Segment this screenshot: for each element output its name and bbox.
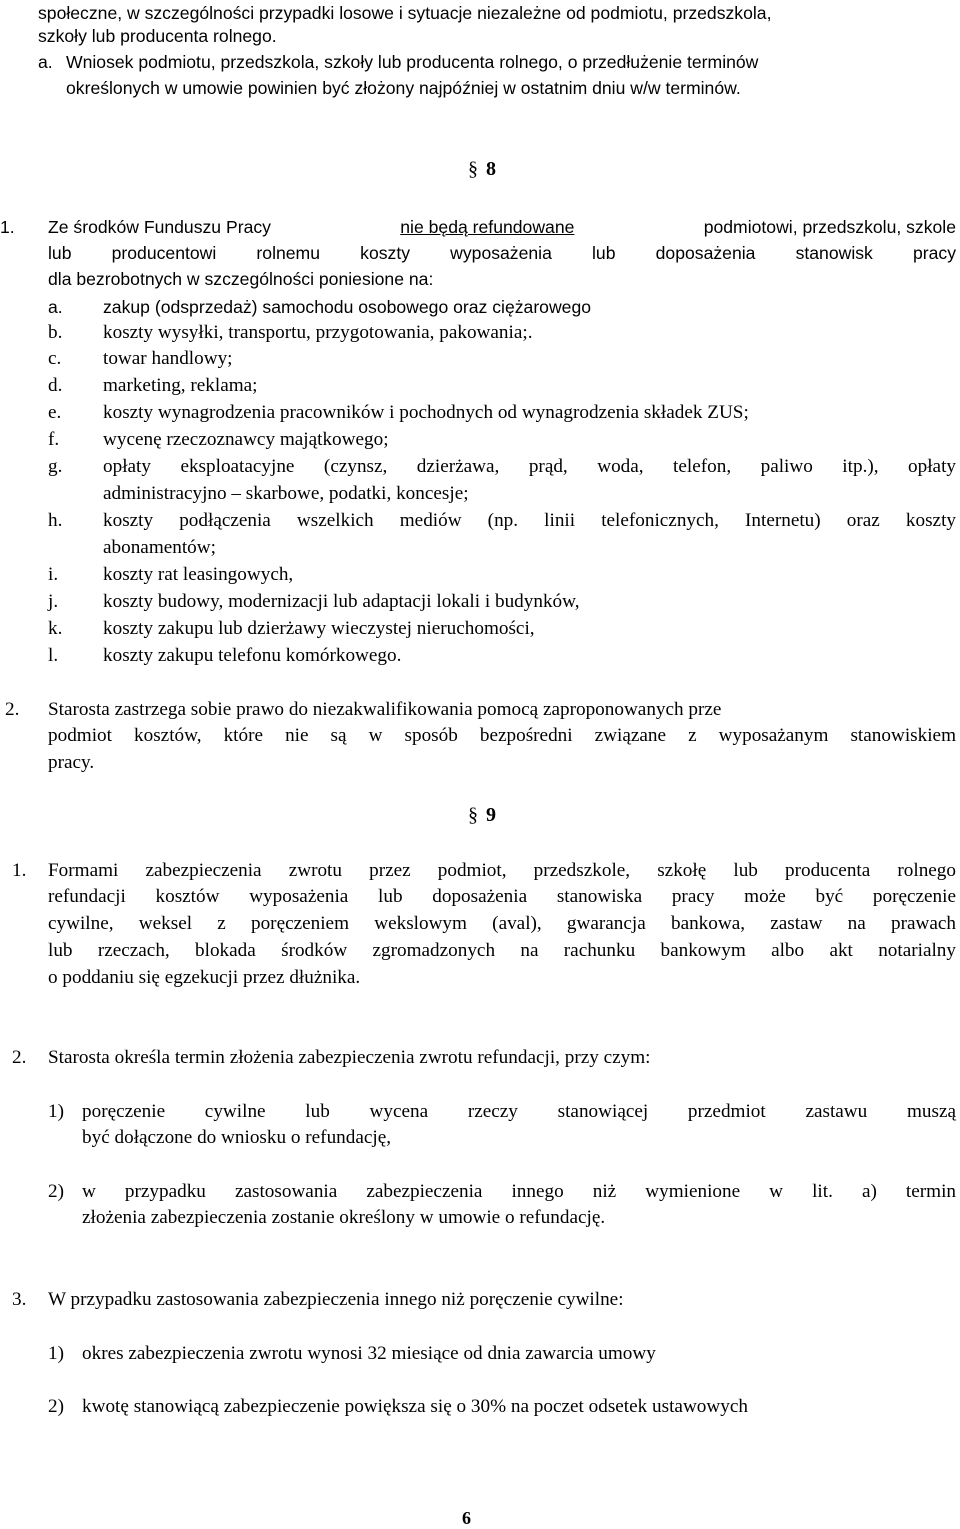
text-line: Starosta określa termin złożenia zabezpieczenia zwrotu refundacji, przy czym:: [48, 1047, 651, 1068]
list-item: koszty wysyłki, transportu, przygotowania, pakowania;.: [103, 322, 533, 343]
list-label: k.: [48, 618, 63, 639]
list-label: h.: [48, 510, 63, 531]
section-heading-8: [468, 158, 496, 181]
text-line: społeczne, w szczególności przypadki losowe i sytuacje niezależne od podmiotu, przedszkola,: [38, 3, 772, 23]
list-item: towar handlowy;: [103, 348, 233, 369]
section-number: 9: [486, 804, 496, 826]
list-item: wycenę rzeczoznawcy majątkowego;: [103, 429, 389, 450]
list-label: g.: [48, 456, 63, 477]
list-item: koszty zakupu lub dzierżawy wieczystej nieruchomości,: [103, 618, 535, 639]
underlined-phrase: nie będą refundowane: [400, 217, 575, 237]
list-label: 2): [48, 1396, 64, 1417]
list-label: 1): [48, 1343, 64, 1364]
section-heading-9: [468, 804, 496, 827]
list-label: c.: [48, 348, 62, 369]
list-label: j.: [48, 591, 59, 612]
paragraph-number: 3.: [12, 1289, 27, 1310]
paragraph-number: 2.: [12, 1047, 27, 1068]
list-label: a.: [38, 52, 53, 72]
list-label: e.: [48, 402, 62, 423]
list-item-continuation: administracyjno – skarbowe, podatki, koncesje;: [103, 483, 469, 504]
paragraph-number: 2.: [5, 699, 20, 720]
list-item: okres zabezpieczenia zwrotu wynosi 32 miesiące od dnia zawarcia umowy: [82, 1343, 656, 1364]
text-line: określonych w umowie powinien być złożony najpóźniej w ostatnim dniu w/w terminów.: [66, 78, 741, 98]
text-line: Wniosek podmiotu, przedszkola, szkoły lub producenta rolnego, o przedłużenie terminów: [66, 52, 759, 72]
list-item: marketing, reklama;: [103, 375, 258, 396]
list-item: w przypadku zastosowania zabezpieczenia innego niż wymienione w lit. a) termin: [82, 1181, 956, 1202]
text-line: cywilne, weksel z poręczeniem wekslowym (aval), gwarancja bankowa, zastaw na prawach: [48, 913, 956, 934]
text-line: Formami zabezpieczenia zwrotu przez podmiot, przedszkole, szkołę lub producenta rolnego: [48, 860, 956, 881]
list-item-continuation: złożenia zabezpieczenia zostanie określony w umowie o refundację.: [82, 1207, 606, 1228]
list-item: koszty zakupu telefonu komórkowego.: [103, 645, 402, 666]
list-item: zakup (odsprzedaż) samochodu osobowego oraz ciężarowego: [103, 297, 592, 317]
text-line: dla bezrobotnych w szczególności poniesione na:: [48, 269, 434, 289]
list-item: koszty rat leasingowych,: [103, 564, 294, 585]
list-label: 2): [48, 1181, 64, 1202]
section-symbol: §: [468, 804, 478, 826]
text-segment: Ze środków Funduszu Pracy: [48, 217, 271, 237]
text-line: lub producentowi rolnemu koszty wyposażenia lub doposażenia stanowisk pracy: [48, 243, 956, 263]
list-label: b.: [48, 322, 63, 343]
text-line: lub rzeczach, blokada środków zgromadzonych na rachunku bankowym albo akt notarialny: [48, 940, 956, 961]
list-label: l.: [48, 645, 59, 666]
text-line: podmiot kosztów, które nie są w sposób bezpośredni związane z wyposażanym stanowiskiem: [48, 725, 956, 746]
text-line: [48, 214, 956, 240]
list-item: koszty budowy, modernizacji lub adaptacji lokali i budynków,: [103, 591, 580, 612]
text-line: refundacji kosztów wyposażenia lub doposażenia stanowiska pracy może być poręczenie: [48, 886, 956, 907]
page-number: 6: [462, 1508, 471, 1528]
list-item: koszty wynagrodzenia pracowników i pochodnych od wynagrodzenia składek ZUS;: [103, 402, 749, 423]
text-segment: podmiotowi, przedszkolu, szkole: [703, 217, 956, 237]
list-item: kwotę stanowiącą zabezpieczenie powiększa się o 30% na poczet odsetek ustawowych: [82, 1396, 748, 1417]
list-label: i.: [48, 564, 59, 585]
paragraph-number: 1.: [12, 860, 27, 881]
list-label: d.: [48, 375, 63, 396]
text-line: W przypadku zastosowania zabezpieczenia innego niż poręczenie cywilne:: [48, 1289, 624, 1310]
text-line: Starosta zastrzega sobie prawo do niezakwalifikowania pomocą zaproponowanych prze: [48, 699, 722, 720]
list-label: f.: [48, 429, 60, 450]
list-label: a.: [48, 297, 63, 317]
text-line: pracy.: [48, 752, 95, 773]
text-line: szkoły lub producenta rolnego.: [38, 26, 277, 46]
list-item: opłaty eksploatacyjne (czynsz, dzierżawa, prąd, woda, telefon, paliwo itp.), opłaty: [103, 456, 956, 477]
list-item: poręczenie cywilne lub wycena rzeczy stanowiącej przedmiot zastawu muszą: [82, 1101, 956, 1122]
list-item-continuation: abonamentów;: [103, 537, 216, 558]
section-number: 8: [486, 158, 496, 180]
list-label: 1): [48, 1101, 64, 1122]
text-line: o poddaniu się egzekucji przez dłużnika.: [48, 967, 361, 988]
paragraph-number: 1.: [0, 217, 15, 237]
list-item-continuation: być dołączone do wniosku o refundację,: [82, 1127, 392, 1148]
list-item: koszty podłączenia wszelkich mediów (np. linii telefonicznych, Internetu) oraz koszty: [103, 510, 956, 531]
section-symbol: §: [468, 158, 478, 180]
